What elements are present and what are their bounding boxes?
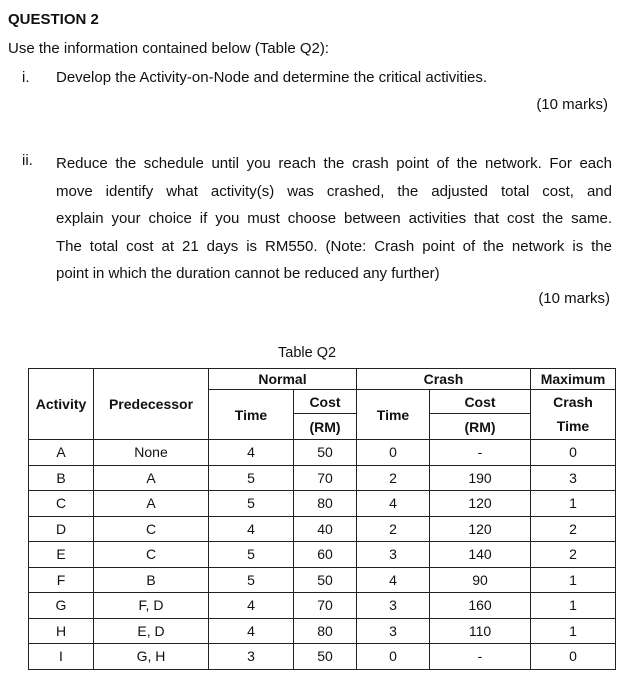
table-row bbox=[29, 593, 616, 619]
cell-crash-cost: 110 bbox=[430, 618, 531, 644]
cell-crash-cost: - bbox=[430, 440, 531, 466]
cell-crash-cost: - bbox=[430, 644, 531, 670]
part-ii-line: Reduce the schedule until you reach the crash point of the network. For each bbox=[56, 155, 612, 172]
cell-normal-cost: 80 bbox=[294, 491, 357, 517]
table-row bbox=[29, 491, 616, 517]
table-row bbox=[29, 618, 616, 644]
cell-normal-cost: 50 bbox=[294, 567, 357, 593]
cell-predecessor: C bbox=[94, 542, 209, 568]
cell-crash-cost: 120 bbox=[430, 516, 531, 542]
cell-max-crash: 3 bbox=[531, 465, 616, 491]
table-row bbox=[29, 567, 616, 593]
header-maximum: Maximum bbox=[531, 369, 616, 390]
cell-predecessor: E, D bbox=[94, 618, 209, 644]
cell-normal-time: 4 bbox=[209, 516, 294, 542]
cell-max-crash: 1 bbox=[531, 618, 616, 644]
part-ii-marks: (10 marks) bbox=[538, 290, 610, 307]
cell-crash-time: 2 bbox=[357, 465, 430, 491]
cell-crash-time: 4 bbox=[357, 491, 430, 517]
cell-crash-time: 0 bbox=[357, 440, 430, 466]
table-caption: Table Q2 bbox=[278, 345, 337, 361]
cell-normal-time: 4 bbox=[209, 618, 294, 644]
table-row bbox=[29, 516, 616, 542]
header-normal: Normal bbox=[209, 369, 357, 390]
header-crash-time: Time bbox=[357, 390, 430, 440]
cell-normal-cost: 40 bbox=[294, 516, 357, 542]
cell-max-crash: 0 bbox=[531, 644, 616, 670]
cell-normal-time: 5 bbox=[209, 567, 294, 593]
part-i-text: Develop the Activity-on-Node and determine the critical activities. bbox=[56, 69, 488, 86]
header-crash: Crash bbox=[357, 369, 531, 390]
header-max-crash: Crash bbox=[531, 390, 616, 414]
cell-max-crash: 1 bbox=[531, 593, 616, 619]
cell-crash-time: 4 bbox=[357, 567, 430, 593]
cell-activity: C bbox=[29, 491, 94, 517]
cell-activity: D bbox=[29, 516, 94, 542]
cell-normal-cost: 50 bbox=[294, 440, 357, 466]
cell-normal-time: 3 bbox=[209, 644, 294, 670]
cell-max-crash: 2 bbox=[531, 542, 616, 568]
part-i-number: i. bbox=[22, 69, 30, 86]
cell-normal-time: 5 bbox=[209, 465, 294, 491]
part-ii-line: point in which the duration cannot be reduced any further) bbox=[56, 265, 440, 282]
cell-crash-time: 3 bbox=[357, 542, 430, 568]
table-row bbox=[29, 644, 616, 670]
header-predecessor: Predecessor bbox=[94, 369, 209, 440]
cell-normal-cost: 50 bbox=[294, 644, 357, 670]
cell-crash-cost: 160 bbox=[430, 593, 531, 619]
table-row bbox=[29, 440, 616, 466]
cell-activity: A bbox=[29, 440, 94, 466]
cell-normal-time: 5 bbox=[209, 491, 294, 517]
header-max-time: Time bbox=[531, 414, 616, 440]
question-intro: Use the information contained below (Table Q2): bbox=[8, 40, 330, 57]
cell-normal-cost: 70 bbox=[294, 593, 357, 619]
cell-predecessor: A bbox=[94, 491, 209, 517]
cell-normal-cost: 70 bbox=[294, 465, 357, 491]
table-row bbox=[29, 542, 616, 568]
header-activity: Activity bbox=[29, 369, 94, 440]
cell-activity: E bbox=[29, 542, 94, 568]
cell-predecessor: B bbox=[94, 567, 209, 593]
cell-max-crash: 1 bbox=[531, 491, 616, 517]
cell-crash-cost: 140 bbox=[430, 542, 531, 568]
part-ii-line: The total cost at 21 days is RM550. (Note: Crash point of the network is the bbox=[56, 237, 612, 255]
cell-activity: B bbox=[29, 465, 94, 491]
cell-crash-cost: 120 bbox=[430, 491, 531, 517]
header-normal-time: Time bbox=[209, 390, 294, 440]
header-normal-cost: Cost bbox=[294, 390, 357, 414]
cell-normal-cost: 80 bbox=[294, 618, 357, 644]
part-ii-line: explain your choice if you must choose between activities that cost the same. bbox=[56, 210, 612, 227]
cell-crash-cost: 90 bbox=[430, 567, 531, 593]
cell-crash-cost: 190 bbox=[430, 465, 531, 491]
header-normal-cost-unit: (RM) bbox=[294, 414, 357, 440]
cell-max-crash: 1 bbox=[531, 567, 616, 593]
cell-crash-time: 3 bbox=[357, 618, 430, 644]
part-i-marks: (10 marks) bbox=[536, 96, 608, 113]
cell-normal-cost: 60 bbox=[294, 542, 357, 568]
part-ii-line: move identify what activity(s) was crashed, the adjusted total cost, and bbox=[56, 182, 612, 200]
cell-predecessor: A bbox=[94, 465, 209, 491]
cell-crash-time: 3 bbox=[357, 593, 430, 619]
cell-activity: G bbox=[29, 593, 94, 619]
cell-predecessor: C bbox=[94, 516, 209, 542]
cell-crash-time: 2 bbox=[357, 516, 430, 542]
cell-activity: I bbox=[29, 644, 94, 670]
part-ii-number: ii. bbox=[22, 152, 33, 169]
header-crash-cost-unit: (RM) bbox=[430, 414, 531, 440]
cell-predecessor: None bbox=[94, 440, 209, 466]
cell-predecessor: F, D bbox=[94, 593, 209, 619]
cell-max-crash: 2 bbox=[531, 516, 616, 542]
cell-activity: H bbox=[29, 618, 94, 644]
question-title: QUESTION 2 bbox=[8, 11, 99, 28]
cell-max-crash: 0 bbox=[531, 440, 616, 466]
cell-normal-time: 4 bbox=[209, 593, 294, 619]
table-q2 bbox=[28, 368, 616, 670]
cell-crash-time: 0 bbox=[357, 644, 430, 670]
table-row bbox=[29, 465, 616, 491]
part-ii-paragraph bbox=[56, 150, 612, 288]
cell-activity: F bbox=[29, 567, 94, 593]
cell-normal-time: 4 bbox=[209, 440, 294, 466]
cell-normal-time: 5 bbox=[209, 542, 294, 568]
cell-predecessor: G, H bbox=[94, 644, 209, 670]
header-crash-cost: Cost bbox=[430, 390, 531, 414]
